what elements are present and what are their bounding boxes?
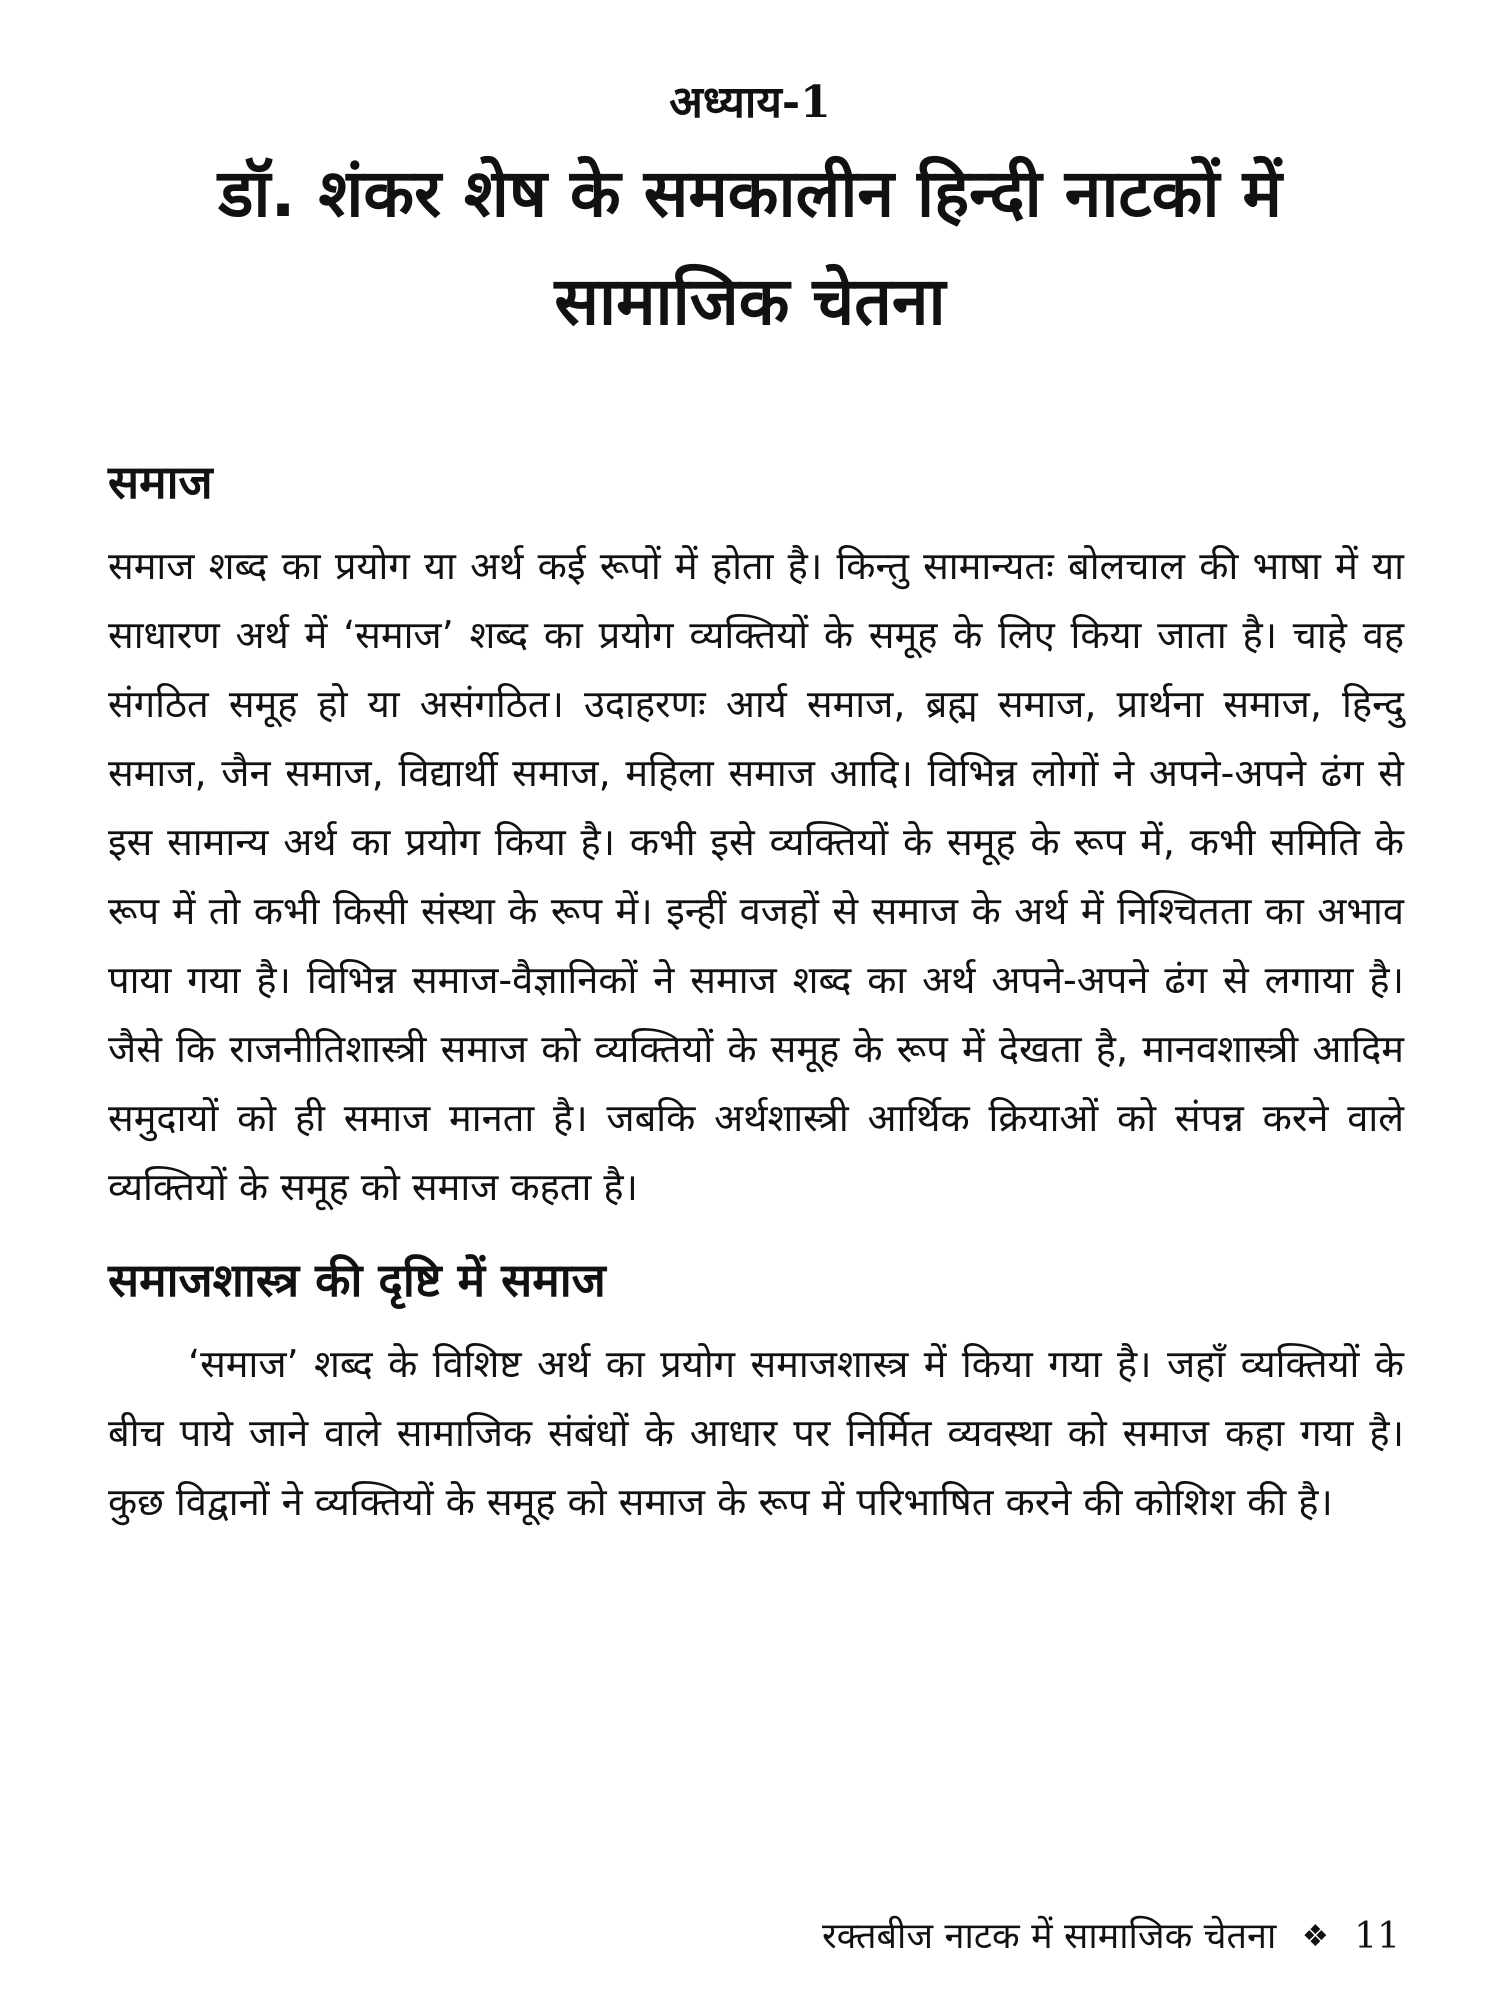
chapter-label: अध्याय-1: [669, 77, 831, 128]
page-footer: [822, 1910, 1400, 1959]
section-paragraph: समाज शब्द का प्रयोग या अर्थ कई रूपों में होता है। किन्तु सामान्यतः बोलचाल की भाषा में या साधारण अर्थ में ‘समाज’ शब्द का प्रयोग व्यक्तियों के समूह के लिए किया जाता है। चाहे वह संगठित समूह हो या असंगठित। उदाहरणः आर्य समाज, ब्रह्म समाज, प्रार्थना समाज, हिन्दु समाज, जैन समाज, विद्यार्थी समाज, महिला समाज आदि। विभिन्न लोगों ने अपने-अपने ढंग से इस सामान्य अर्थ का प्रयोग किया है। कभी इसे व्यक्तियों के समूह के रूप में, कभी समिति के रूप में तो कभी किसी संस्था के रूप में। इन्हीं वजहों से समाज के अर्थ में निश्चितता का अभाव पाया गया है। विभिन्न समाज-वैज्ञानिकों ने समाज शब्द का अर्थ अपने-अपने ढंग से लगाया है। जैसे कि राजनीतिशास्त्री समाज को व्यक्तियों के समूह के रूप में देखता है, मानवशास्त्री आदिम समुदायों को ही समाज मानता है। जबकि अर्थशास्त्री आर्थिक क्रियाओं को संपन्न करने वाले व्यक्तियों के समूह को समाज कहता है।: [108, 544, 1404, 1209]
section-paragraph: ‘समाज’ शब्द के विशिष्ट अर्थ का प्रयोग समाजशास्त्र में किया गया है। जहाँ व्यक्तियों के बीच पाये जाने वाले सामाजिक संबंधों के आधार पर निर्मित व्यवस्था को समाज कहा गया है। कुछ विद्वानों ने व्यक्तियों के समूह को समाज के रूप में परिभाषित करने की कोशिश की है।: [108, 1342, 1404, 1524]
section-samajshastra: [108, 1248, 1404, 1537]
page-number: 11: [1354, 1916, 1400, 1957]
diamond-icon: ❖: [1301, 1919, 1329, 1954]
section-heading: समाजशास्त्र की दृष्टि में समाज: [108, 1253, 606, 1307]
section-samaj: [108, 450, 1404, 1222]
running-title: रक्तबीज नाटक में सामाजिक चेतना: [821, 1916, 1277, 1957]
chapter-title: डॉ. शंकर शेष के समकालीन हिन्दी नाटकों में सामाजिक चेतना: [218, 155, 1282, 340]
section-heading: समाज: [108, 455, 213, 509]
body-content: [108, 450, 1404, 1537]
